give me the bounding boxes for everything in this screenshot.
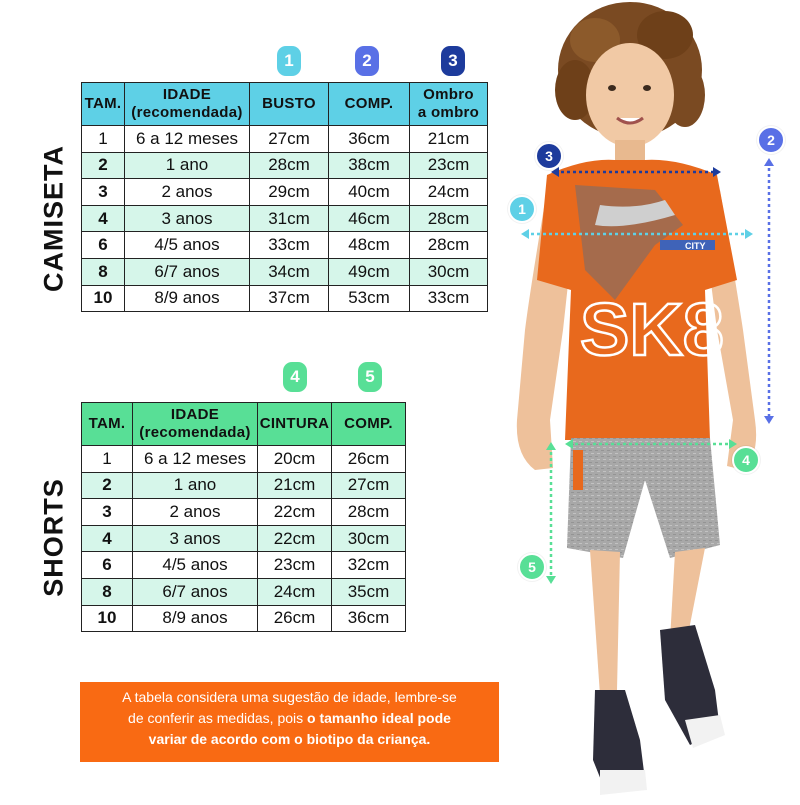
camiseta-size-table [81,82,488,312]
size-disclaimer-note [80,682,499,762]
measure-cell: 23cm [258,552,332,579]
child-model-illustration [505,0,800,800]
table-row [82,578,406,605]
size-cell: 6 [82,552,133,579]
measure-cell: 35cm [332,578,406,605]
figure-marker-4: 4 [732,446,760,474]
header-idade: IDADE (recomendada) [125,83,250,126]
figure-marker-5: 5 [518,553,546,581]
size-cell: 8 [82,578,133,605]
measure-cell: 2 anos [125,179,250,206]
measure-cell: 38cm [329,152,410,179]
left-leg [590,550,620,695]
face-shape [586,43,674,147]
note-line-3-bold: variar de acordo com o biotipo da criança. [148,731,431,747]
table-header-row [82,83,488,126]
measure-cell: 3 anos [133,525,258,552]
measure-cell: 53cm [329,285,410,312]
measure-badge-5: 5 [358,362,382,392]
table-row [82,205,488,232]
measure-cell: 20cm [258,446,332,473]
note-line-1: A tabela considera uma sugestão de idade, lembre-se [122,689,457,705]
measure-badge-2: 2 [355,46,379,76]
table-row [82,472,406,499]
shirt-small-text: CITY [685,241,706,251]
size-cell: 2 [82,472,133,499]
note-line-2-bold: o tamanho ideal pode [307,710,451,726]
header-idade: IDADE (recomendada) [133,403,258,446]
header-busto: BUSTO [250,83,329,126]
header-tam: TAM. [82,83,125,126]
size-cell: 4 [82,525,133,552]
measure-cell: 49cm [329,258,410,285]
measure-cell: 22cm [258,499,332,526]
measure-cell: 31cm [250,205,329,232]
size-cell: 6 [82,232,125,259]
measure-cell: 23cm [410,152,488,179]
measure-cell: 6/7 anos [125,258,250,285]
measure-cell: 33cm [250,232,329,259]
measure-badge-3: 3 [441,46,465,76]
measure-cell: 1 ano [133,472,258,499]
measure-cell: 24cm [258,578,332,605]
measure-cell: 37cm [250,285,329,312]
measure-cell: 6 a 12 meses [125,126,250,153]
figure-marker-3: 3 [535,142,563,170]
header-comp: COMP. [332,403,406,446]
measure-cell: 6 a 12 meses [133,446,258,473]
table-row [82,525,406,552]
header-tam: TAM. [82,403,133,446]
table-row [82,258,488,285]
size-cell: 2 [82,152,125,179]
header-comp: COMP. [329,83,410,126]
measure-cell: 32cm [332,552,406,579]
size-cell: 10 [82,285,125,312]
measure-cell: 8/9 anos [125,285,250,312]
measure-cell: 34cm [250,258,329,285]
note-line-2: de conferir as medidas, pois [128,710,308,726]
table-row [82,552,406,579]
table-header-row [82,403,406,446]
measure-cell: 27cm [332,472,406,499]
measure-cell: 4/5 anos [133,552,258,579]
figure-marker-1: 1 [508,195,536,223]
table-row [82,605,406,632]
measure-cell: 27cm [250,126,329,153]
measure-cell: 40cm [329,179,410,206]
measure-badge-1: 1 [277,46,301,76]
measure-badge-4: 4 [283,362,307,392]
measure-cell: 3 anos [125,205,250,232]
size-cell: 4 [82,205,125,232]
measure-cell: 24cm [410,179,488,206]
size-cell: 3 [82,499,133,526]
measure-cell: 48cm [329,232,410,259]
camiseta-section-label: CAMISETA [38,145,69,292]
table-row [82,126,488,153]
shirt-print-text: SK8 [580,288,724,371]
table-row [82,446,406,473]
measure-cell: 28cm [410,205,488,232]
measure-cell: 29cm [250,179,329,206]
table-row [82,285,488,312]
child-model-drawing [505,0,800,800]
header-cintura: CINTURA [258,403,332,446]
measure-cell: 21cm [410,126,488,153]
measure-cell: 46cm [329,205,410,232]
measure-cell: 26cm [258,605,332,632]
measure-cell: 4/5 anos [125,232,250,259]
size-cell: 1 [82,446,133,473]
measure-cell: 28cm [410,232,488,259]
table-row [82,179,488,206]
figure-marker-2: 2 [757,126,785,154]
measure-cell: 1 ano [125,152,250,179]
measure-cell: 36cm [329,126,410,153]
measure-cell: 2 anos [133,499,258,526]
measure-cell: 26cm [332,446,406,473]
size-cell: 10 [82,605,133,632]
shorts-size-table [81,402,406,632]
measure-cell: 28cm [250,152,329,179]
measure-cell: 21cm [258,472,332,499]
measure-cell: 8/9 anos [133,605,258,632]
header-ombro: Ombro a ombro [410,83,488,126]
measure-cell: 28cm [332,499,406,526]
table-row [82,499,406,526]
shorts-section-label: SHORTS [38,478,69,597]
measure-cell: 33cm [410,285,488,312]
size-cell: 8 [82,258,125,285]
table-row [82,232,488,259]
measure-cell: 6/7 anos [133,578,258,605]
measure-cell: 36cm [332,605,406,632]
size-cell: 3 [82,179,125,206]
table-row [82,152,488,179]
measure-cell: 22cm [258,525,332,552]
measure-cell: 30cm [410,258,488,285]
measure-cell: 30cm [332,525,406,552]
size-cell: 1 [82,126,125,153]
